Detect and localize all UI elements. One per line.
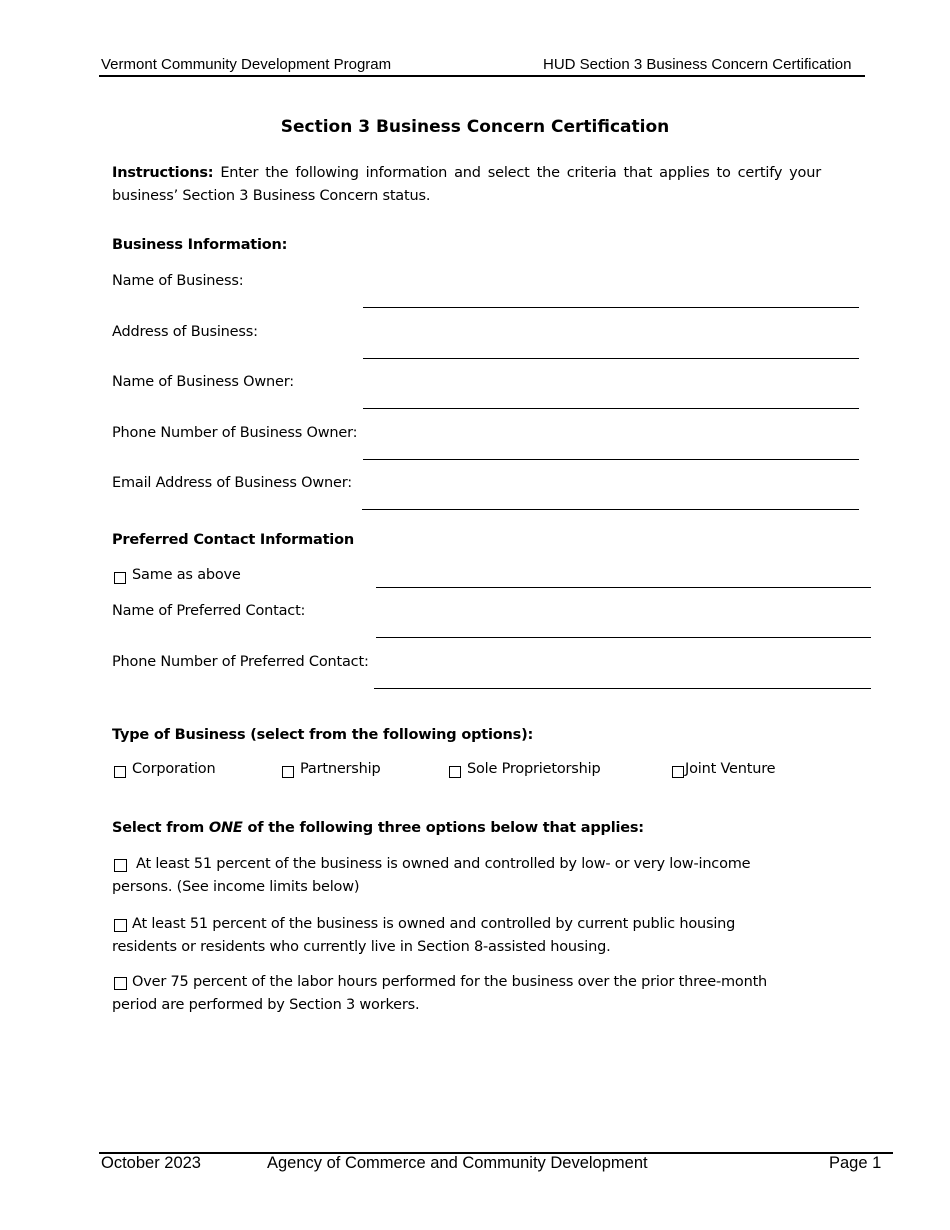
preferred-contact-name-label: Name of Preferred Contact: <box>112 603 306 619</box>
business-address-field[interactable] <box>363 358 859 359</box>
footer-date: October 2023 <box>101 1154 201 1172</box>
criteria-heading-post: of the following three options below that applies: <box>242 820 644 836</box>
criteria-labor-hours-line2: period are performed by Section 3 workers. <box>112 997 420 1013</box>
preferred-contact-phone-label: Phone Number of Preferred Contact: <box>112 654 369 670</box>
criteria-labor-hours-text <box>112 971 767 1017</box>
criteria-public-housing-text <box>112 913 735 959</box>
footer-page-number: Page 1 <box>829 1154 882 1172</box>
header-form-name: HUD Section 3 Business Concern Certification <box>543 56 852 73</box>
business-owner-label: Name of Business Owner: <box>112 374 294 390</box>
same-as-above-label: Same as above <box>132 567 241 583</box>
business-owner-field[interactable] <box>363 408 859 409</box>
preferred-contact-phone-field[interactable] <box>374 688 871 689</box>
header-rule <box>99 75 865 77</box>
criteria-public-housing-line2: residents or residents who currently live in Section 8-assisted housing. <box>112 939 611 955</box>
criteria-heading <box>112 820 644 836</box>
footer-agency: Agency of Commerce and Community Development <box>267 1154 648 1172</box>
owner-phone-field[interactable] <box>363 459 859 460</box>
corporation-label: Corporation <box>132 761 216 777</box>
instructions <box>112 162 821 208</box>
business-address-label: Address of Business: <box>112 324 258 340</box>
criteria-labor-hours-line1: Over 75 percent of the labor hours performed for the business over the prior three-month <box>132 974 768 990</box>
instructions-line2: business’ Section 3 Business Concern status. <box>112 188 431 204</box>
business-name-field[interactable] <box>363 307 859 308</box>
business-name-label: Name of Business: <box>112 273 244 289</box>
header-program-name: Vermont Community Development Program <box>101 56 392 73</box>
preferred-contact-name-field[interactable] <box>376 637 871 638</box>
business-type-heading: Type of Business (select from the following options): <box>112 727 534 743</box>
criteria-low-income-line2: persons. (See income limits below) <box>112 879 360 895</box>
criteria-heading-emphasis: ONE <box>208 820 243 836</box>
business-info-heading: Business Information: <box>112 237 288 253</box>
criteria-heading-pre: Select from <box>112 820 209 836</box>
criteria-low-income-line1: At least 51 percent of the business is owned and controlled by low- or very low-income <box>136 856 751 872</box>
sole-proprietorship-checkbox[interactable] <box>449 766 461 778</box>
partnership-label: Partnership <box>300 761 381 777</box>
owner-email-label: Email Address of Business Owner: <box>112 475 352 491</box>
owner-phone-label: Phone Number of Business Owner: <box>112 425 358 441</box>
joint-venture-label: Joint Venture <box>685 761 776 777</box>
corporation-checkbox[interactable] <box>114 766 126 778</box>
criteria-low-income-text <box>112 853 750 899</box>
page-title: Section 3 Business Concern Certification <box>280 117 670 137</box>
instructions-line1: Enter the following information and select the criteria that applies to certify your <box>220 165 821 181</box>
same-as-above-line[interactable] <box>376 587 871 588</box>
preferred-contact-heading: Preferred Contact Information <box>112 532 354 548</box>
same-as-above-checkbox[interactable] <box>114 572 126 584</box>
partnership-checkbox[interactable] <box>282 766 294 778</box>
criteria-public-housing-line1: At least 51 percent of the business is owned and controlled by current public housing <box>132 916 736 932</box>
instructions-label: Instructions: <box>112 165 214 181</box>
sole-proprietorship-label: Sole Proprietorship <box>467 761 601 777</box>
owner-email-field[interactable] <box>362 509 859 510</box>
joint-venture-checkbox[interactable] <box>672 766 684 778</box>
